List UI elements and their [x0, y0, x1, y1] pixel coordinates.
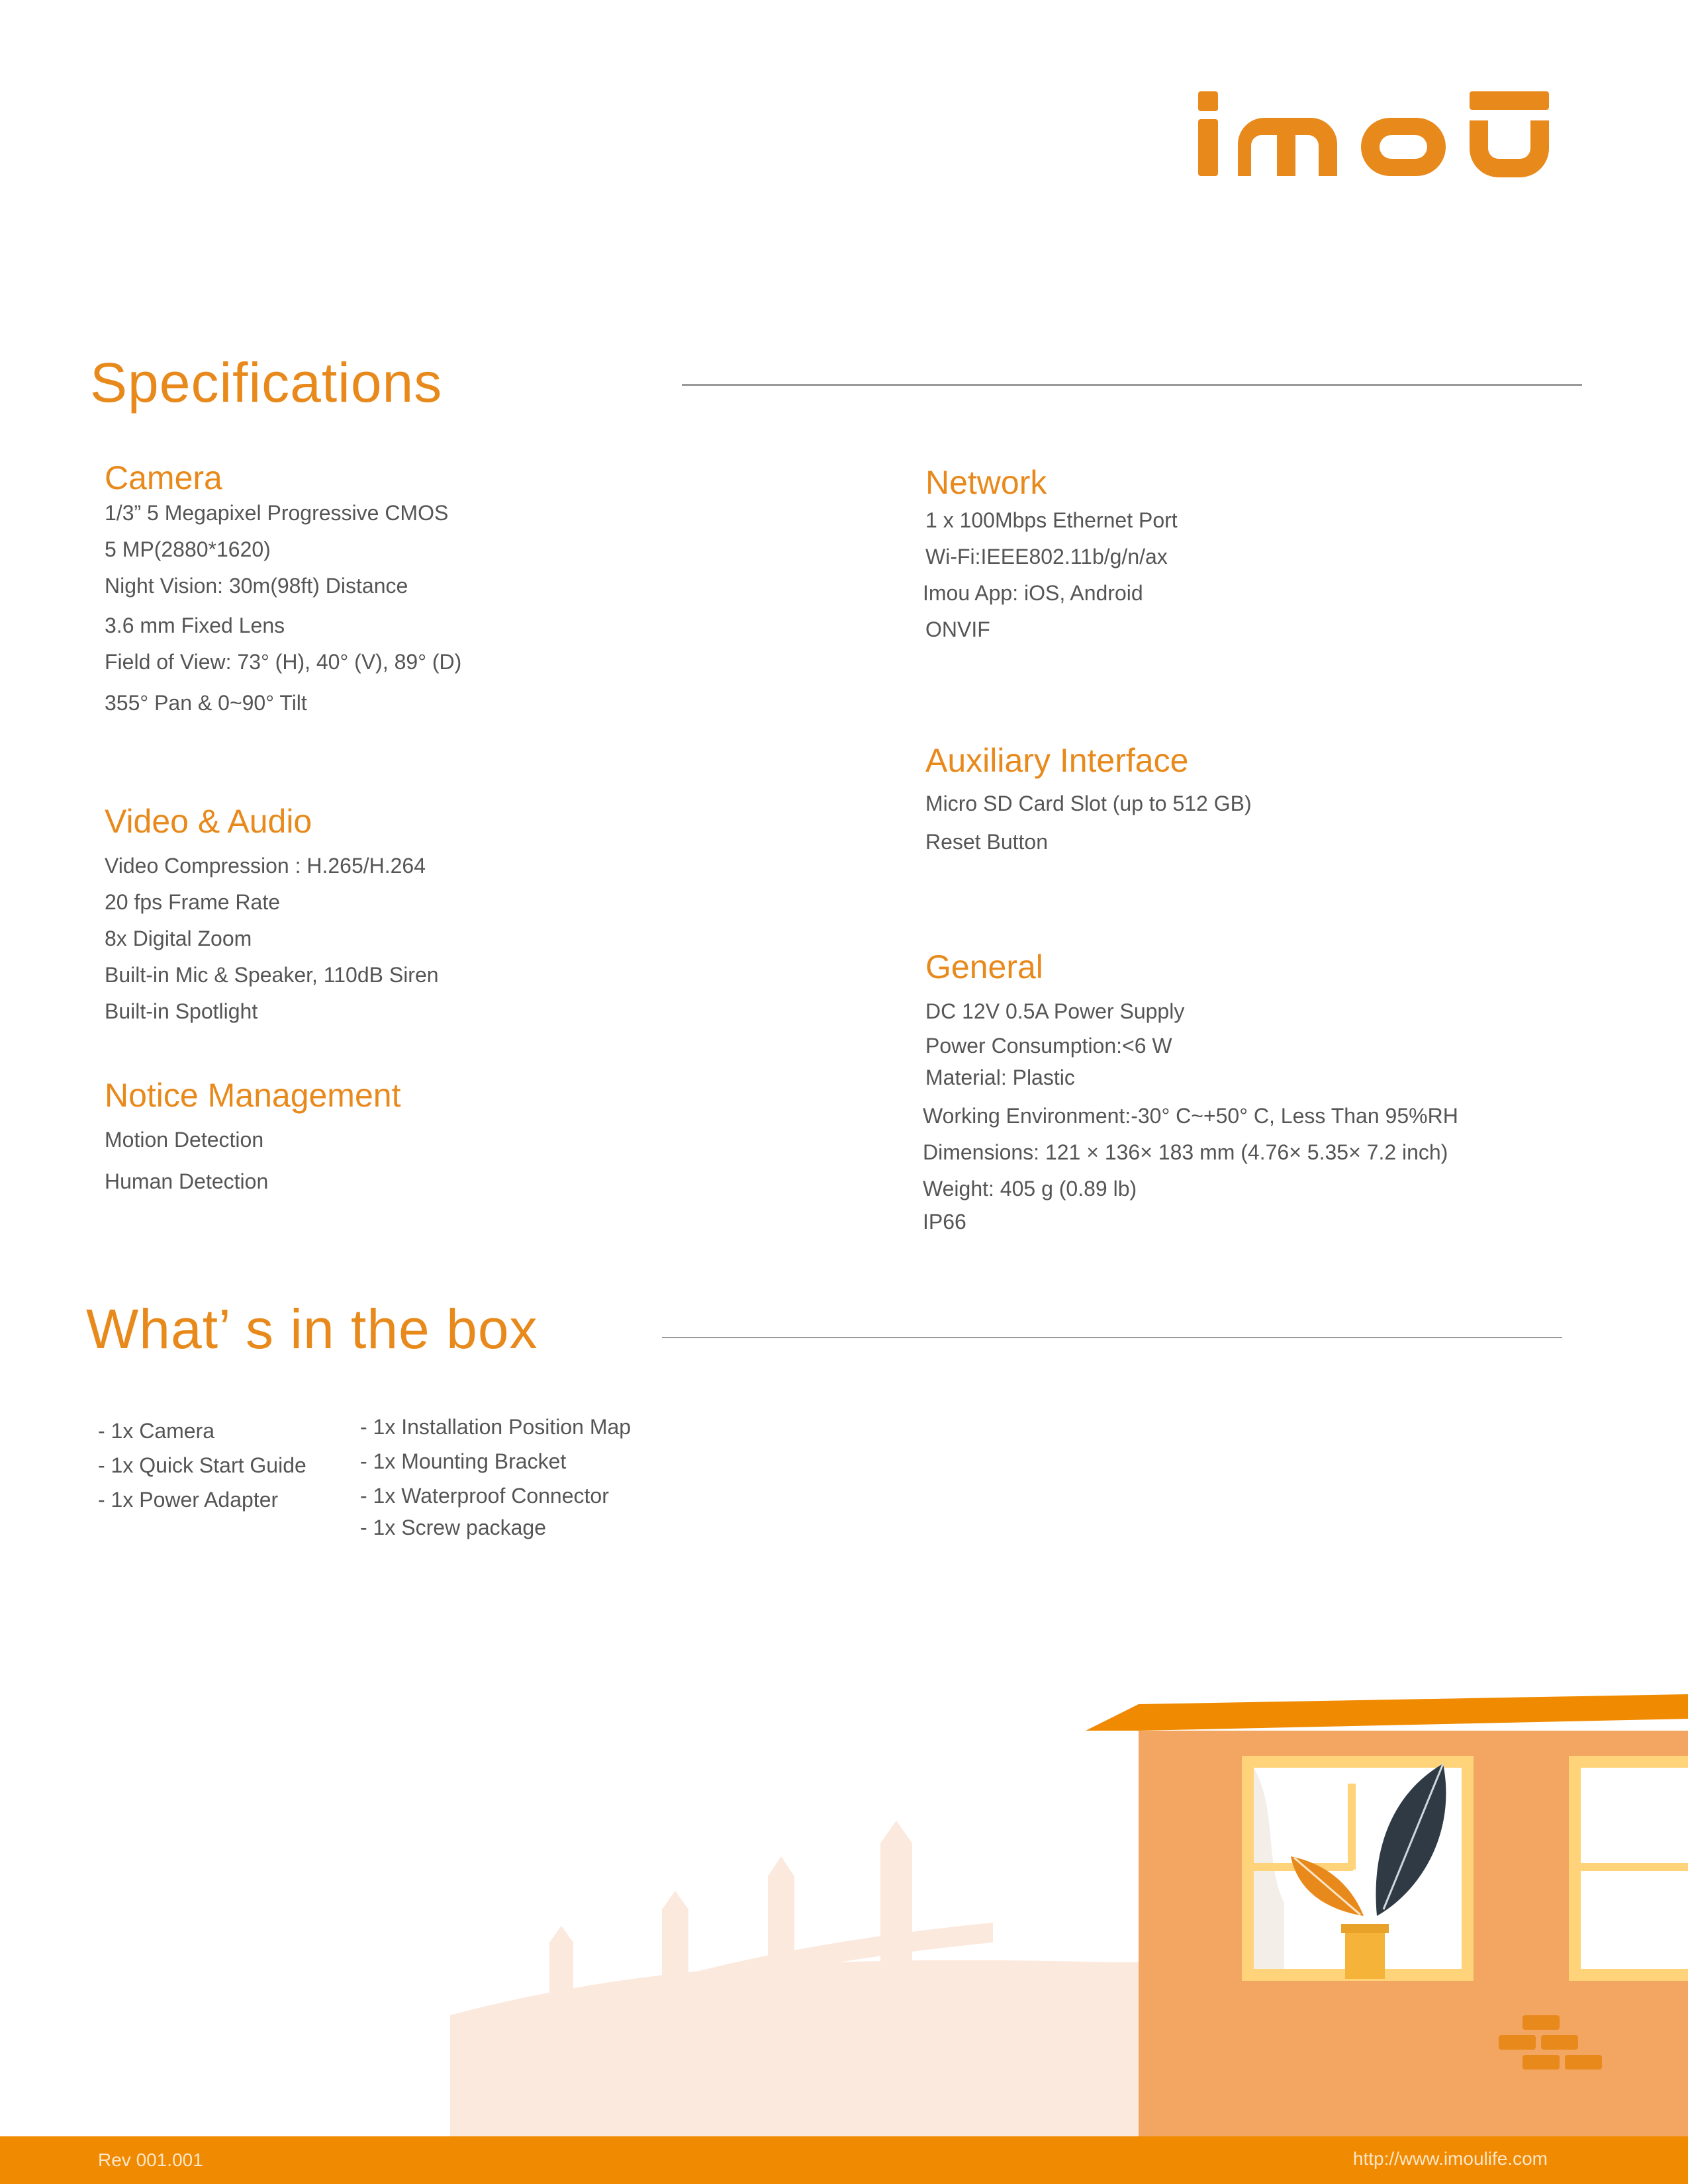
in-the-box-divider	[662, 1337, 1562, 1338]
specifications-title: Specifications	[90, 351, 443, 414]
video-audio-spec-item: Built-in Mic & Speaker, 110dB Siren	[105, 963, 439, 987]
box-item: - 1x Installation Position Map	[360, 1415, 632, 1439]
general-spec-item: Dimensions: 121 × 136× 183 mm (4.76× 5.35× 7.2 inch)	[923, 1140, 1448, 1164]
camera-spec-item: 1/3” 5 Megapixel Progressive CMOS	[105, 501, 449, 525]
notice-spec-item: Motion Detection	[105, 1128, 264, 1152]
general-spec-item: Power Consumption:<6 W	[925, 1034, 1172, 1058]
box-item: - 1x Camera	[98, 1419, 215, 1443]
notice-title: Notice Management	[105, 1077, 401, 1114]
camera-spec-item: Night Vision: 30m(98ft) Distance	[105, 574, 408, 598]
general-spec-list	[925, 1001, 1458, 1248]
network-spec-item: 1 x 100Mbps Ethernet Port	[925, 508, 1178, 532]
general-spec-item: Weight: 405 g (0.89 lb)	[923, 1177, 1137, 1201]
camera-spec-item: 5 MP(2880*1620)	[105, 537, 271, 561]
general-spec-item: IP66	[923, 1210, 966, 1234]
network-spec-item: ONVIF	[925, 617, 990, 641]
imou-logo	[1198, 91, 1549, 177]
footer-url-link[interactable]: http://www.imoulife.com	[1352, 2148, 1548, 2169]
auxiliary-spec-item: Micro SD Card Slot (up to 512 GB)	[925, 792, 1252, 815]
video-audio-title: Video & Audio	[105, 803, 312, 840]
house-illustration	[450, 1664, 1688, 2136]
general-spec-item: Working Environment:-30° C~+50° C, Less Than 95%RH	[923, 1104, 1458, 1128]
network-spec-item: Imou App: iOS, Android	[923, 581, 1143, 605]
box-item: - 1x Power Adapter	[98, 1488, 279, 1512]
camera-section	[105, 461, 461, 729]
network-spec-list	[925, 510, 1178, 655]
network-spec-item: Wi-Fi:IEEE802.11b/g/n/ax	[925, 545, 1168, 569]
general-section	[925, 950, 1458, 1248]
auxiliary-section	[925, 744, 1252, 868]
network-section	[925, 466, 1178, 655]
auxiliary-title: Auxiliary Interface	[925, 742, 1189, 779]
notice-spec-item: Human Detection	[105, 1169, 269, 1193]
box-list-left	[98, 1420, 306, 1524]
general-spec-item: DC 12V 0.5A Power Supply	[925, 999, 1185, 1023]
camera-spec-list	[105, 502, 461, 729]
video-audio-spec-list	[105, 855, 439, 1037]
video-audio-spec-item: Built-in Spotlight	[105, 999, 258, 1023]
box-item: - 1x Screw package	[360, 1516, 547, 1539]
video-audio-spec-item: 20 fps Frame Rate	[105, 890, 280, 914]
footer-revision: Rev 001.001	[98, 2150, 203, 2170]
camera-spec-item: Field of View: 73° (H), 40° (V), 89° (D)	[105, 650, 462, 674]
box-item: - 1x Waterproof Connector	[360, 1484, 609, 1508]
camera-title: Camera	[105, 459, 222, 496]
video-audio-section	[105, 805, 439, 1037]
camera-spec-item: 3.6 mm Fixed Lens	[105, 614, 285, 637]
general-title: General	[925, 948, 1043, 985]
auxiliary-spec-list	[925, 793, 1252, 868]
video-audio-spec-item: Video Compression : H.265/H.264	[105, 854, 426, 878]
notice-section	[105, 1079, 400, 1207]
video-audio-spec-item: 8x Digital Zoom	[105, 927, 252, 950]
in-the-box-title: What’ s in the box	[86, 1298, 538, 1360]
camera-spec-item: 355° Pan & 0~90° Tilt	[105, 691, 307, 715]
general-spec-item: Material: Plastic	[925, 1066, 1075, 1089]
auxiliary-spec-item: Reset Button	[925, 830, 1048, 854]
specifications-divider	[682, 384, 1582, 386]
box-item: - 1x Quick Start Guide	[98, 1453, 306, 1477]
network-title: Network	[925, 464, 1047, 501]
box-list-right	[360, 1416, 631, 1551]
notice-spec-list	[105, 1129, 400, 1207]
box-item: - 1x Mounting Bracket	[360, 1449, 567, 1473]
